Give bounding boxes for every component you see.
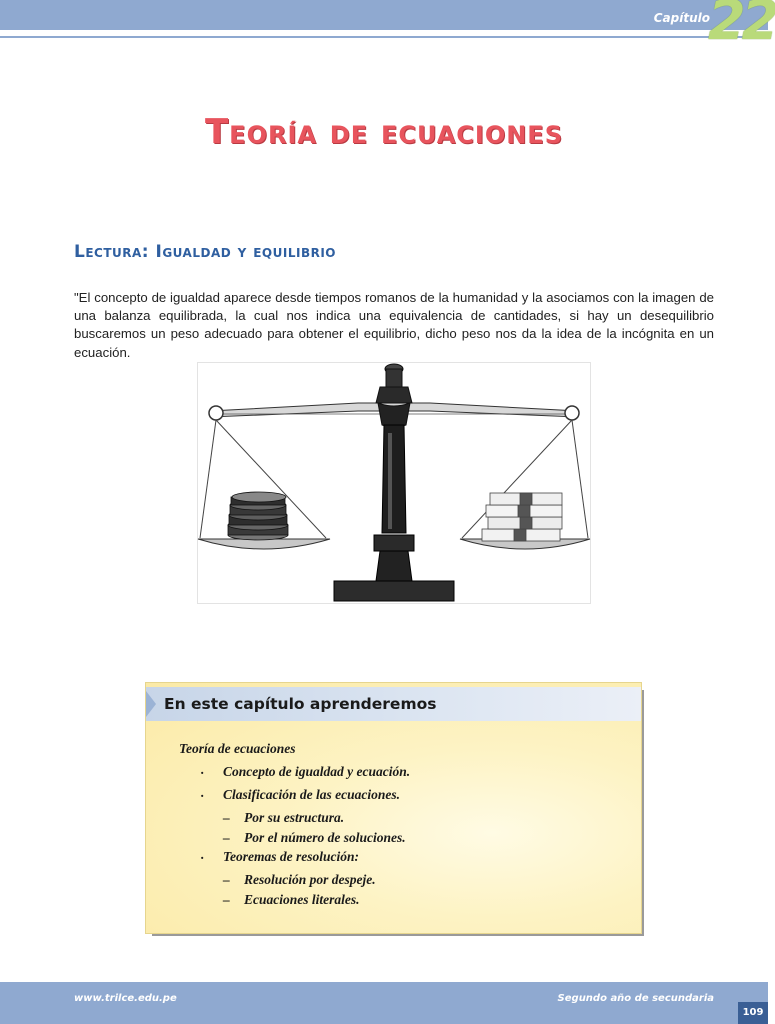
list-item: Ecuaciones literales. (244, 892, 360, 907)
balance-scale-image (197, 362, 591, 604)
list-item: Resolución por despeje. (244, 872, 376, 887)
chapter-number: 22 (708, 0, 775, 52)
balance-scale-illustration (198, 363, 590, 603)
page-title: Teoría de ecuaciones (204, 112, 563, 152)
bullet-dot: . (201, 785, 205, 800)
list-item: Concepto de igualdad y ecuación. (223, 764, 411, 779)
bullet-dash: – (223, 830, 230, 845)
top-rule (0, 36, 768, 38)
reading-paragraph: "El concepto de igualdad aparece desde tiempos romanos de la humanidad y la asociamos con la imagen de una balanza equilibrada, la cual nos indica una equivalencia de cantidades, si hay un desequilibrio buscaremos un peso adecuado para obtener el equilibrio, dicho peso nos da la idea de la incógnita en un ecuación. (74, 290, 714, 360)
list-item: Clasificación de las ecuaciones. (223, 787, 400, 802)
section-heading: Lectura: Igualdad y equilibrio (74, 242, 337, 262)
summary-title: En este capítulo aprenderemos (164, 695, 437, 713)
summary-header (146, 687, 641, 721)
summary-topic: Teoría de ecuaciones (179, 741, 296, 756)
bullet-dot: . (201, 762, 205, 777)
footer-grade: Segundo año de secundaria (557, 993, 714, 1004)
bullet-dash: – (223, 872, 230, 887)
footer-url: www.trilce.edu.pe (74, 993, 177, 1004)
bullet-dash: – (223, 892, 230, 907)
list-item: Por el número de soluciones. (244, 830, 406, 845)
header-tab-marker (146, 691, 156, 717)
list-item: Por su estructura. (244, 810, 345, 825)
chapter-label: Capítulo (653, 11, 710, 25)
bullet-dash: – (223, 810, 230, 825)
page-number: 109 (738, 1002, 768, 1024)
bullet-dot: . (201, 847, 205, 862)
chapter-summary-box (145, 682, 642, 934)
list-item: Teoremas de resolución: (223, 849, 359, 864)
